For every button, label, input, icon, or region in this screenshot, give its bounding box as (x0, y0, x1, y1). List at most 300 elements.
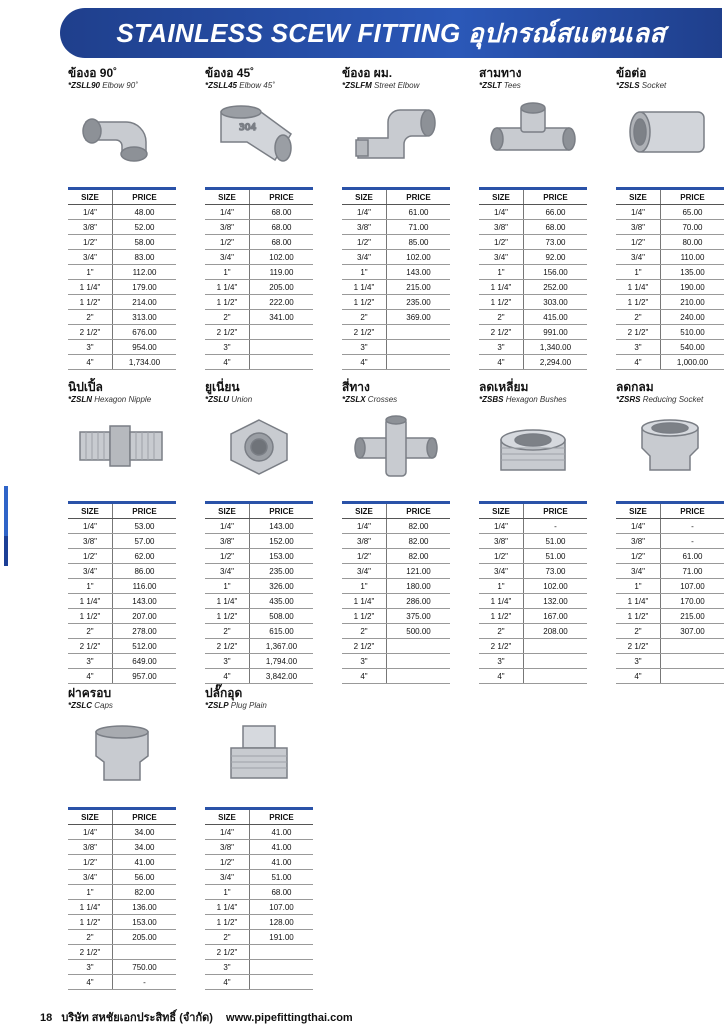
size-cell: 4" (205, 355, 250, 370)
product-code: *ZSLS (616, 81, 640, 90)
table-row (342, 340, 450, 355)
page-footer (40, 1008, 353, 1026)
table-row (68, 639, 176, 654)
size-cell: 1/4" (342, 519, 387, 534)
table-row (205, 340, 313, 355)
table-row (342, 355, 450, 370)
table-row (68, 609, 176, 624)
product-block (342, 380, 450, 684)
table-row (68, 930, 176, 945)
table-row (205, 250, 313, 265)
size-cell: 1/2" (616, 549, 661, 564)
size-cell: 1/2" (68, 235, 113, 250)
price-cell: 143.00 (250, 519, 314, 534)
product-code-line (342, 80, 450, 91)
price-cell: 957.00 (113, 669, 177, 684)
table-row (205, 534, 313, 549)
price-cell: 102.00 (524, 579, 588, 594)
table-row (616, 310, 724, 325)
size-cell: 2 1/2" (342, 325, 387, 340)
table-row (205, 295, 313, 310)
table-row (205, 205, 313, 220)
size-cell: 1" (616, 579, 661, 594)
price-cell: 1,000.00 (661, 355, 725, 370)
price-cell: 222.00 (250, 295, 314, 310)
price-cell: 128.00 (250, 915, 314, 930)
size-cell: 1/2" (68, 549, 113, 564)
table-header-row (205, 809, 313, 825)
size-cell: 2" (68, 310, 113, 325)
size-cell: 3" (68, 654, 113, 669)
product-photo (68, 717, 176, 787)
price-header: PRICE (250, 503, 314, 519)
size-cell: 1/4" (205, 519, 250, 534)
table-row (205, 900, 313, 915)
price-cell (661, 639, 725, 654)
product-photo (616, 411, 724, 481)
table-row (205, 825, 313, 840)
price-cell: 435.00 (250, 594, 314, 609)
product-photo (205, 411, 313, 481)
product-code-line (205, 394, 313, 405)
price-cell: 41.00 (113, 855, 177, 870)
size-cell: 1/4" (205, 825, 250, 840)
product-description: Plug Plain (230, 701, 267, 710)
price-header: PRICE (113, 189, 177, 205)
price-cell: 190.00 (661, 280, 725, 295)
table-row (479, 579, 587, 594)
table-row (616, 549, 724, 564)
size-cell: 4" (479, 669, 524, 684)
size-cell: 1/4" (616, 519, 661, 534)
union-icon (213, 414, 305, 478)
price-cell: 750.00 (113, 960, 177, 975)
size-cell: 3/8" (205, 840, 250, 855)
product-code-line (479, 80, 587, 91)
table-row (68, 564, 176, 579)
price-cell (387, 639, 451, 654)
size-cell: 3/4" (342, 250, 387, 265)
price-cell: 85.00 (387, 235, 451, 250)
size-cell: 1 1/4" (479, 594, 524, 609)
price-table (342, 187, 450, 370)
size-cell: 3" (68, 960, 113, 975)
product-block (205, 686, 313, 990)
product-thai-name: ฝาครอบ (68, 686, 112, 700)
product-code-line (68, 80, 176, 91)
product-description: Reducing Socket (642, 395, 704, 404)
size-cell: 3" (616, 340, 661, 355)
size-cell: 2" (68, 624, 113, 639)
size-cell: 3/4" (479, 564, 524, 579)
street-elbow-icon (350, 100, 442, 164)
table-row (68, 519, 176, 534)
size-header: SIZE (616, 189, 661, 205)
size-header: SIZE (68, 503, 113, 519)
price-cell: 82.00 (113, 885, 177, 900)
product-description: Elbow 90˚ (102, 81, 138, 90)
table-row (616, 624, 724, 639)
size-cell: 2 1/2" (205, 325, 250, 340)
price-cell: 208.00 (524, 624, 588, 639)
table-row (205, 975, 313, 990)
size-cell: 1" (479, 265, 524, 280)
price-cell: 510.00 (661, 325, 725, 340)
size-cell: 1 1/2" (205, 609, 250, 624)
product-code: *ZSBS (479, 395, 504, 404)
table-row (68, 840, 176, 855)
size-cell: 1 1/2" (342, 295, 387, 310)
size-cell: 1/4" (616, 205, 661, 220)
price-cell: 252.00 (524, 280, 588, 295)
product-thai-name: ข้อต่อ (616, 66, 647, 80)
size-cell: 3/4" (205, 870, 250, 885)
price-cell (387, 325, 451, 340)
price-cell: 153.00 (113, 915, 177, 930)
product-thai-name: ข้องอ 45˚ (205, 66, 255, 80)
price-cell: 102.00 (250, 250, 314, 265)
product-photo (342, 411, 450, 481)
product-block (68, 686, 176, 990)
size-cell: 3/4" (205, 250, 250, 265)
table-row (342, 594, 450, 609)
product-code-line (616, 394, 724, 405)
table-row (479, 534, 587, 549)
table-row (616, 654, 724, 669)
table-row (616, 220, 724, 235)
product-description: Crosses (367, 395, 398, 404)
table-row (68, 220, 176, 235)
size-cell: 3/8" (616, 534, 661, 549)
size-header: SIZE (616, 503, 661, 519)
price-cell: 210.00 (661, 295, 725, 310)
price-cell (524, 654, 588, 669)
price-table (68, 187, 176, 370)
table-row (68, 825, 176, 840)
size-cell: 3/8" (479, 220, 524, 235)
product-description: Socket (641, 81, 667, 90)
table-row (342, 534, 450, 549)
size-cell: 3/8" (479, 534, 524, 549)
price-cell: 34.00 (113, 825, 177, 840)
table-header-row (616, 503, 724, 519)
size-cell: 1 1/2" (342, 609, 387, 624)
size-cell: 2 1/2" (616, 325, 661, 340)
size-cell: 1/2" (205, 855, 250, 870)
size-cell: 3" (616, 654, 661, 669)
size-cell: 3/4" (616, 250, 661, 265)
price-cell (250, 975, 314, 990)
size-cell: 2" (205, 310, 250, 325)
size-header: SIZE (342, 503, 387, 519)
size-cell: 1 1/2" (616, 609, 661, 624)
table-header-row (342, 503, 450, 519)
price-cell: 57.00 (113, 534, 177, 549)
table-row (342, 669, 450, 684)
price-cell (113, 945, 177, 960)
product-photo (342, 97, 450, 167)
price-cell: 83.00 (113, 250, 177, 265)
table-row (68, 975, 176, 990)
price-cell: 110.00 (661, 250, 725, 265)
price-cell: 41.00 (250, 825, 314, 840)
product-code-line (342, 394, 450, 405)
price-cell: 51.00 (250, 870, 314, 885)
price-cell: 61.00 (387, 205, 451, 220)
table-row (205, 870, 313, 885)
table-row (342, 579, 450, 594)
price-cell: 215.00 (661, 609, 725, 624)
plug-icon (213, 720, 305, 784)
product-code-line (205, 80, 313, 91)
product-block (205, 66, 313, 370)
price-cell: 71.00 (661, 564, 725, 579)
table-row (68, 265, 176, 280)
price-cell: 313.00 (113, 310, 177, 325)
product-photo (68, 97, 176, 167)
page-title: STAINLESS SCEW FITTING อุปกรณ์สแตนเลส (116, 17, 666, 48)
table-header-row (68, 809, 176, 825)
price-cell: 235.00 (387, 295, 451, 310)
price-cell: 207.00 (113, 609, 177, 624)
hex-nipple-icon (76, 414, 168, 478)
table-row (68, 325, 176, 340)
size-cell: 1 1/2" (479, 295, 524, 310)
price-cell (387, 340, 451, 355)
price-cell: 649.00 (113, 654, 177, 669)
price-cell: 286.00 (387, 594, 451, 609)
product-thai-name: ยูเนี่ยน (205, 380, 240, 394)
price-cell (250, 355, 314, 370)
table-row (205, 235, 313, 250)
size-cell: 2" (342, 624, 387, 639)
table-row (342, 654, 450, 669)
price-cell: 369.00 (387, 310, 451, 325)
table-row (616, 265, 724, 280)
price-table (205, 501, 313, 684)
size-cell: 4" (342, 355, 387, 370)
size-cell: 1/2" (68, 855, 113, 870)
price-cell: 180.00 (387, 579, 451, 594)
table-row (68, 870, 176, 885)
size-cell: 3" (479, 340, 524, 355)
table-row (479, 654, 587, 669)
table-row (68, 855, 176, 870)
size-header: SIZE (68, 189, 113, 205)
product-photo (205, 97, 313, 167)
table-row (479, 205, 587, 220)
size-cell: 1" (68, 579, 113, 594)
table-header-row (479, 503, 587, 519)
table-row (479, 220, 587, 235)
size-header: SIZE (68, 809, 113, 825)
price-cell: 68.00 (250, 235, 314, 250)
price-cell (524, 639, 588, 654)
price-cell: 92.00 (524, 250, 588, 265)
product-description: Hexagon Bushes (505, 395, 567, 404)
table-header-row (205, 189, 313, 205)
size-cell: 3/8" (68, 840, 113, 855)
price-header: PRICE (250, 189, 314, 205)
table-row (68, 295, 176, 310)
table-row (342, 564, 450, 579)
table-row (205, 624, 313, 639)
size-cell: 3/8" (205, 534, 250, 549)
price-cell (250, 945, 314, 960)
table-row (68, 355, 176, 370)
table-header-row (479, 189, 587, 205)
price-cell: - (524, 519, 588, 534)
socket-icon (624, 100, 716, 164)
size-cell: 1" (205, 579, 250, 594)
price-cell (250, 340, 314, 355)
price-cell: 143.00 (113, 594, 177, 609)
elbow-45-icon (213, 100, 305, 164)
hex-bush-icon (487, 414, 579, 478)
size-cell: 3/8" (68, 220, 113, 235)
price-cell: 240.00 (661, 310, 725, 325)
price-header: PRICE (250, 809, 314, 825)
price-cell: 70.00 (661, 220, 725, 235)
table-row (205, 639, 313, 654)
size-cell: 1/4" (342, 205, 387, 220)
price-table (205, 807, 313, 990)
table-row (616, 235, 724, 250)
table-row (479, 624, 587, 639)
table-row (479, 235, 587, 250)
price-cell: 41.00 (250, 840, 314, 855)
table-row (205, 960, 313, 975)
price-cell (387, 654, 451, 669)
table-row (479, 639, 587, 654)
table-row (616, 295, 724, 310)
price-cell: 307.00 (661, 624, 725, 639)
size-cell: 2 1/2" (68, 945, 113, 960)
product-description: Union (231, 395, 253, 404)
table-row (68, 579, 176, 594)
product-code-line (205, 700, 313, 711)
table-row (616, 534, 724, 549)
table-header-row (68, 503, 176, 519)
price-cell (387, 669, 451, 684)
size-cell: 2 1/2" (479, 639, 524, 654)
product-block (616, 66, 724, 370)
table-row (205, 280, 313, 295)
table-row (205, 945, 313, 960)
price-header: PRICE (524, 503, 588, 519)
table-row (205, 840, 313, 855)
price-cell: 512.00 (113, 639, 177, 654)
product-block (479, 380, 587, 684)
size-cell: 1/4" (479, 519, 524, 534)
product-photo (479, 411, 587, 481)
size-cell: 1 1/4" (68, 900, 113, 915)
size-cell: 3/4" (68, 564, 113, 579)
size-cell: 1 1/2" (205, 915, 250, 930)
price-cell: 1,794.00 (250, 654, 314, 669)
size-cell: 3/4" (616, 564, 661, 579)
table-row (342, 325, 450, 340)
price-cell: 119.00 (250, 265, 314, 280)
price-cell: 34.00 (113, 840, 177, 855)
table-row (616, 250, 724, 265)
price-table (68, 807, 176, 990)
price-cell: 116.00 (113, 579, 177, 594)
table-row (616, 639, 724, 654)
size-cell: 2" (479, 310, 524, 325)
table-row (68, 885, 176, 900)
product-thai-name: ลดกลม (616, 380, 654, 394)
product-code: *ZSLP (205, 701, 229, 710)
size-cell: 2 1/2" (68, 325, 113, 340)
size-cell: 1" (205, 885, 250, 900)
table-row (342, 639, 450, 654)
table-header-row (68, 189, 176, 205)
size-cell: 4" (68, 669, 113, 684)
table-row (616, 355, 724, 370)
price-header: PRICE (524, 189, 588, 205)
table-row (616, 579, 724, 594)
price-cell: 1,734.00 (113, 355, 177, 370)
price-cell: 179.00 (113, 280, 177, 295)
price-cell: 48.00 (113, 205, 177, 220)
size-cell: 1" (616, 265, 661, 280)
price-cell: 153.00 (250, 549, 314, 564)
price-cell: 136.00 (113, 900, 177, 915)
elbow-90-icon (76, 100, 168, 164)
size-cell: 2 1/2" (342, 639, 387, 654)
product-photo (205, 717, 313, 787)
price-cell: 615.00 (250, 624, 314, 639)
price-table (479, 501, 587, 684)
table-row (68, 624, 176, 639)
price-cell: 341.00 (250, 310, 314, 325)
size-cell: 1/2" (479, 549, 524, 564)
size-cell: 2 1/2" (205, 945, 250, 960)
price-header: PRICE (661, 503, 725, 519)
size-cell: 1/2" (205, 235, 250, 250)
price-cell (250, 960, 314, 975)
size-cell: 1 1/4" (68, 280, 113, 295)
price-cell: 107.00 (250, 900, 314, 915)
product-description: Hexagon Nipple (94, 395, 152, 404)
size-cell: 3" (342, 654, 387, 669)
table-row (616, 280, 724, 295)
price-cell: 991.00 (524, 325, 588, 340)
table-row (205, 669, 313, 684)
website-link[interactable]: www.pipefittingthai.com (226, 1012, 353, 1024)
table-row (205, 855, 313, 870)
size-cell: 4" (205, 669, 250, 684)
price-cell: - (661, 534, 725, 549)
size-cell: 2 1/2" (205, 639, 250, 654)
price-cell: 41.00 (250, 855, 314, 870)
price-cell: 205.00 (113, 930, 177, 945)
table-header-row (342, 189, 450, 205)
size-header: SIZE (205, 503, 250, 519)
table-row (342, 310, 450, 325)
table-row (68, 205, 176, 220)
table-row (479, 519, 587, 534)
price-cell (250, 325, 314, 340)
title-banner (60, 8, 722, 58)
size-header: SIZE (479, 503, 524, 519)
size-cell: 1 1/4" (342, 594, 387, 609)
cross-icon (350, 414, 442, 478)
table-row (68, 654, 176, 669)
price-cell: 80.00 (661, 235, 725, 250)
table-row (68, 669, 176, 684)
